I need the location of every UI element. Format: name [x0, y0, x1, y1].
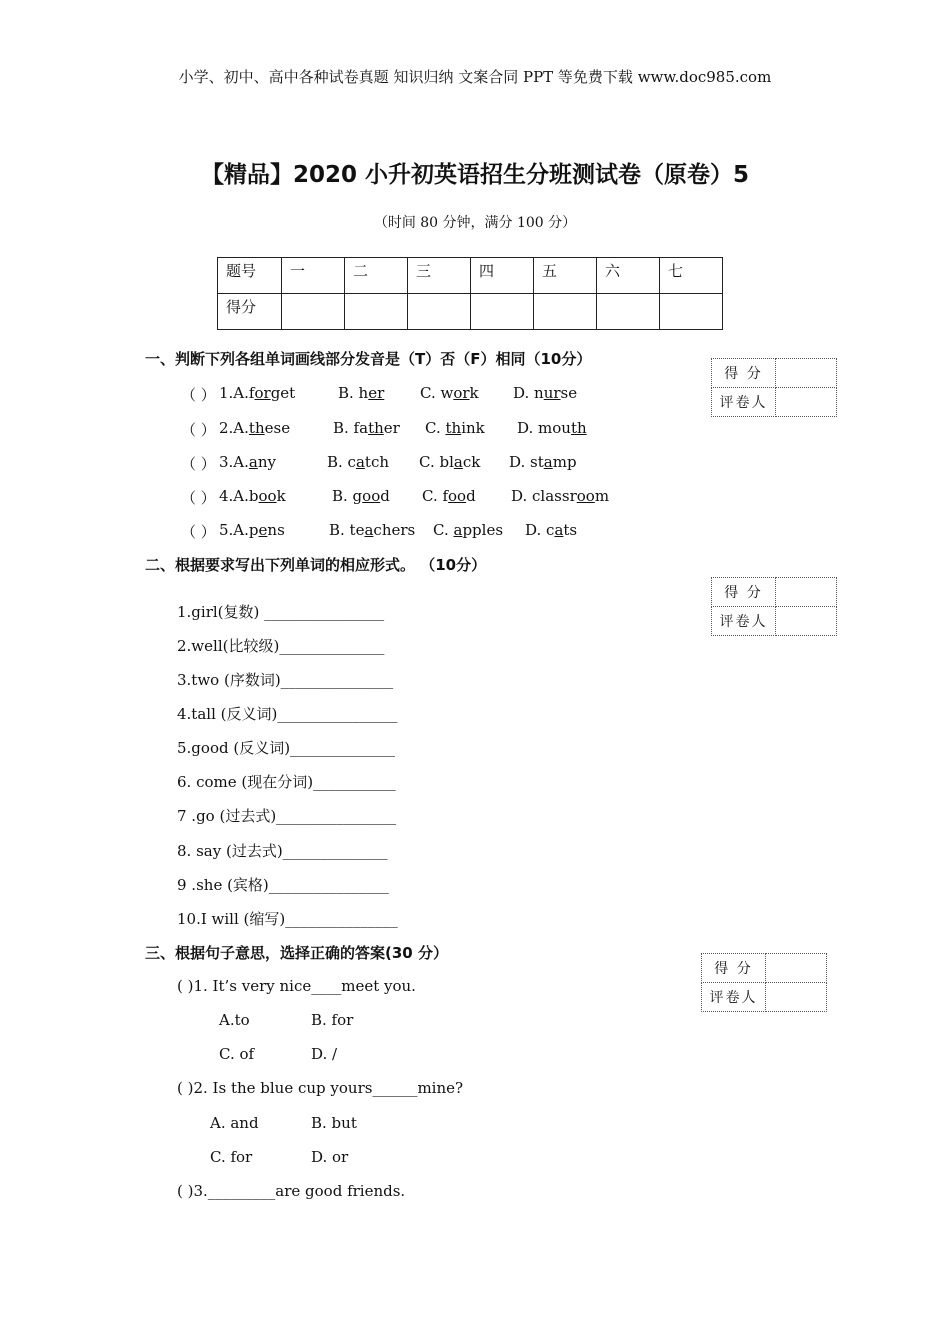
score-table-cell: 三: [408, 258, 471, 294]
answer-blank[interactable]: （ ）: [181, 421, 216, 439]
word-option-d: D. nurse: [513, 384, 578, 402]
score-input-cell[interactable]: [660, 294, 723, 330]
scorebox-score-cell[interactable]: [776, 578, 837, 607]
word-option-c: C. apples: [433, 521, 504, 539]
scorebox-grader-label: 评卷人: [712, 607, 776, 636]
word-option-b: B. her: [338, 384, 385, 402]
section3-scorebox: [701, 953, 827, 1012]
word-option-a: 5.A.pens: [219, 521, 285, 539]
scorebox-grader-cell[interactable]: [776, 388, 837, 417]
answer-blank[interactable]: （ ）: [181, 523, 216, 541]
scorebox-grader-cell[interactable]: [776, 607, 837, 636]
section2-item[interactable]: 10.I will (缩写)_______________: [177, 910, 398, 928]
section3-question-1: ( )1. It’s very nice____meet you.: [177, 977, 416, 995]
page-subtitle: （时间 80 分钟，满分 100 分）: [373, 215, 577, 231]
scorebox-score-cell[interactable]: [776, 359, 837, 388]
section2-heading: 二、根据要求写出下列单词的相应形式。 （10分）: [145, 556, 487, 574]
section2-item[interactable]: 6. come (现在分词)___________: [177, 773, 396, 791]
page-header: 小学、初中、高中各种试卷真题 知识归纳 文案合同 PPT 等免费下载 www.doc985.com: [178, 68, 772, 86]
word-option-c: C. think: [425, 419, 485, 437]
section1-heading: 一、判断下列各组单词画线部分发音是（T）否（F）相同（10分）: [145, 350, 592, 368]
score-table-cell: 得分: [218, 294, 282, 330]
word-option-b: B. teachers: [329, 521, 416, 539]
scorebox-grader-label: 评卷人: [712, 388, 776, 417]
word-option-d: D. cats: [525, 521, 578, 539]
section2-item[interactable]: 1.girl(复数) ________________: [177, 603, 385, 621]
score-input-cell[interactable]: [408, 294, 471, 330]
section3-question-2: ( )2. Is the blue cup yours______mine?: [177, 1079, 464, 1097]
scorebox-grader-label: 评卷人: [702, 983, 766, 1012]
score-table-cell: 四: [471, 258, 534, 294]
word-option-b: B. catch: [327, 453, 390, 471]
section2-item[interactable]: 3.two (序数词)_______________: [177, 671, 394, 689]
section2-item[interactable]: 8. say (过去式)______________: [177, 842, 388, 860]
section3-heading: 三、根据句子意思，选择正确的答案(30 分）: [145, 944, 448, 962]
word-option-b: B. father: [333, 419, 400, 437]
scorebox-score-label: 得 分: [712, 359, 776, 388]
score-table: [217, 257, 723, 330]
scorebox-grader-cell[interactable]: [766, 983, 827, 1012]
score-input-cell[interactable]: [471, 294, 534, 330]
option[interactable]: C. for: [210, 1148, 253, 1166]
option[interactable]: D. or: [311, 1148, 349, 1166]
option[interactable]: B. for: [311, 1011, 354, 1029]
section2-scorebox: [711, 577, 837, 636]
section2-item[interactable]: 4.tall (反义词)________________: [177, 705, 398, 723]
scorebox-score-label: 得 分: [702, 954, 766, 983]
option[interactable]: A. and: [210, 1114, 259, 1132]
word-option-b: B. good: [332, 487, 390, 505]
word-option-a: 1.A.forget: [219, 384, 296, 402]
section1-scorebox: [711, 358, 837, 417]
score-table-cell: 六: [597, 258, 660, 294]
option[interactable]: C. of: [219, 1045, 255, 1063]
word-option-c: C. black: [419, 453, 481, 471]
score-table-header-row: [218, 258, 723, 294]
score-input-cell[interactable]: [597, 294, 660, 330]
answer-blank[interactable]: （ ）: [181, 386, 216, 404]
scorebox-score-label: 得 分: [712, 578, 776, 607]
word-option-c: C. work: [420, 384, 479, 402]
score-table-cell: 二: [345, 258, 408, 294]
word-option-d: D. stamp: [509, 453, 577, 471]
score-table-cell: 一: [282, 258, 345, 294]
word-option-a: 4.A.book: [219, 487, 286, 505]
score-table-score-row: [218, 294, 723, 330]
section2-item[interactable]: 9 .she (宾格)________________: [177, 876, 389, 894]
option[interactable]: B. but: [311, 1114, 357, 1132]
word-option-c: C. food: [422, 487, 476, 505]
score-input-cell[interactable]: [534, 294, 597, 330]
answer-blank[interactable]: （ ）: [181, 489, 216, 507]
score-table-cell: 题号: [218, 258, 282, 294]
word-option-d: D. mouth: [517, 419, 587, 437]
word-option-d: D. classroom: [511, 487, 610, 505]
word-option-a: 3.A.any: [219, 453, 277, 471]
score-table-cell: 五: [534, 258, 597, 294]
score-table-cell: 七: [660, 258, 723, 294]
section2-item[interactable]: 7 .go (过去式)________________: [177, 807, 397, 825]
answer-blank[interactable]: （ ）: [181, 455, 216, 473]
section3-question-3: ( )3._________are good friends.: [177, 1182, 406, 1200]
section2-item[interactable]: 5.good (反义词)______________: [177, 739, 396, 757]
section2-item[interactable]: 2.well(比较级)______________: [177, 637, 385, 655]
score-input-cell[interactable]: [345, 294, 408, 330]
scorebox-score-cell[interactable]: [766, 954, 827, 983]
page-title: 【精品】2020 小升初英语招生分班测试卷（原卷）5: [200, 162, 750, 188]
option[interactable]: D. /: [311, 1045, 338, 1063]
score-input-cell[interactable]: [282, 294, 345, 330]
option[interactable]: A.to: [219, 1011, 250, 1029]
word-option-a: 2.A.these: [219, 419, 291, 437]
